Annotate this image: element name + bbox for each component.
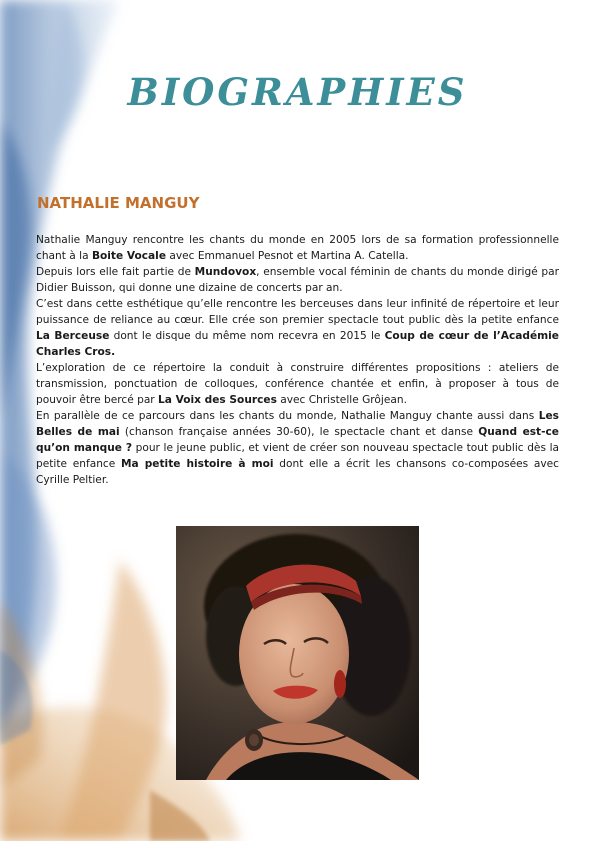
bio-text: Nathalie Manguy rencontre les chants du monde en 2005 lors de sa formation professionnelle chant à la — [36, 234, 559, 262]
bio-paragraph — [36, 408, 559, 488]
bio-text: (chanson française années 30-60), le spectacle chant et danse — [119, 426, 479, 438]
bio-text: dont le disque du même nom recevra en 2015 le — [109, 330, 385, 342]
bio-bold: Les Belles de mai — [36, 410, 559, 438]
section-name: NATHALIE MANGUY — [37, 194, 200, 212]
bio-bold: Coup de cœur de l’Académie Charles Cros. — [36, 330, 559, 358]
bio-bold: La Voix des Sources — [158, 394, 277, 406]
bio-text: pour le jeune public, et vient de créer son nouveau spectacle tout public dès la petite enfance — [36, 442, 560, 470]
bio-paragraph — [36, 360, 559, 408]
bio-paragraph — [36, 232, 559, 264]
bio-bold: Boite Vocale — [91, 250, 167, 262]
bio-text: avec Christelle Grôjean. — [276, 394, 407, 406]
bio-text: En parallèle de ce parcours dans les chants du monde, Nathalie Manguy chante aussi dans — [36, 410, 539, 422]
bio-text: , ensemble vocal féminin de chants du monde dirigé par Didier Buisson, qui donne une dizaine de concerts par an. — [36, 266, 559, 294]
bio-bold: La Berceuse — [36, 330, 110, 342]
portrait-illustration — [176, 526, 419, 780]
portrait-photo — [176, 526, 419, 780]
bio-bold: Quand est-ce qu’on manque ? — [36, 426, 559, 454]
bio-text: avec Emmanuel Pesnot et Martina A. Catella. — [166, 250, 409, 262]
bio-bold: Mundovox — [194, 266, 257, 278]
bio-text: Depuis lors elle fait partie de — [36, 266, 195, 278]
page-title: BIOGRAPHIES — [127, 70, 468, 114]
biography-text — [36, 232, 559, 488]
bio-bold: Ma petite histoire à moi — [120, 458, 274, 470]
bio-text: C’est dans cette esthétique qu’elle rencontre les berceuses dans leur infinité de répertoire et leur puissance de reliance au cœur. Elle crée son premier spectacle tout public dès la petite enfance — [36, 298, 559, 326]
bio-text: L’exploration de ce répertoire la conduit à construire différentes propositions : ateliers de transmission, ponctuation de colloques, conférence chantée et enfin, à proposer à tous de pouvoir être bercé par — [36, 362, 559, 406]
bio-paragraph — [36, 264, 559, 296]
bio-text: dont elle a écrit les chansons co-composées avec Cyrille Peltier. — [36, 458, 559, 486]
bio-paragraph — [36, 296, 559, 360]
